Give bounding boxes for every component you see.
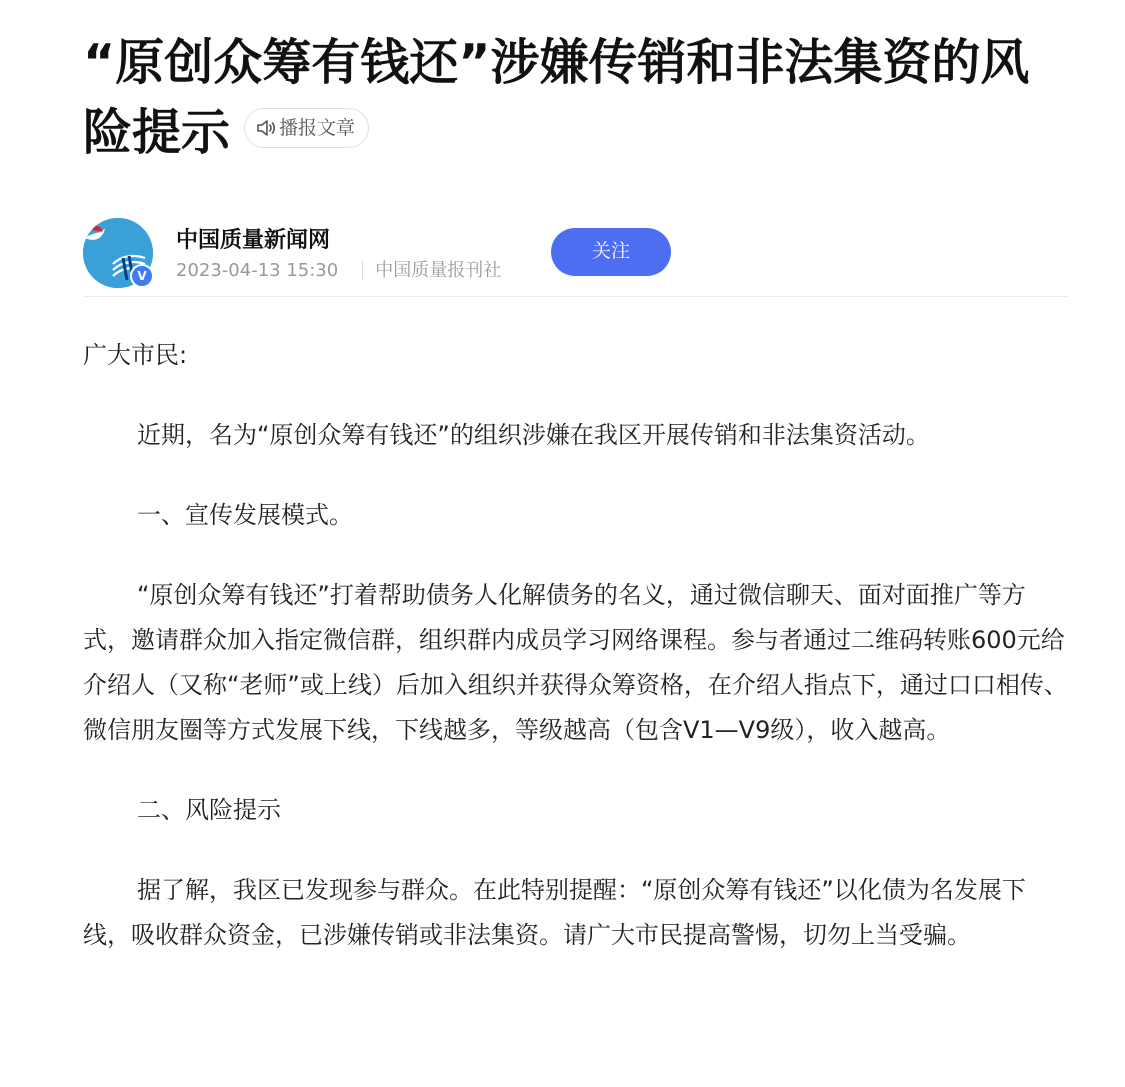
author-avatar[interactable] xyxy=(83,218,153,288)
publish-source: 中国质量报刊社 xyxy=(375,260,502,281)
paragraph-intro: 近期，名为“原创众筹有钱还”的组织涉嫌在我区开展传销和非法集资活动。 xyxy=(137,421,930,449)
speaker-icon xyxy=(256,119,276,137)
article-title-text: “原创众筹有钱还”涉嫌传销和非法集资的风险提示 xyxy=(83,34,1030,161)
article xyxy=(83,0,1068,993)
publish-datetime: 2023-04-13 15:30 xyxy=(176,260,339,281)
meta-divider xyxy=(362,260,363,280)
listen-article-button[interactable] xyxy=(244,108,369,148)
article-body xyxy=(83,333,1068,958)
section-heading-1: 一、宣传发展模式。 xyxy=(137,501,353,529)
author-meta xyxy=(176,256,501,282)
section-heading-2: 二、风险提示 xyxy=(137,796,281,824)
verified-badge-icon: V xyxy=(130,264,154,288)
author-bar xyxy=(83,208,1068,297)
listen-article-label: 播报文章 xyxy=(279,116,356,139)
follow-button[interactable]: 关注 xyxy=(551,228,671,276)
paragraph-greeting: 广大市民: xyxy=(83,341,188,369)
paragraph-model: “原创众筹有钱还”打着帮助债务人化解债务的名义，通过微信聊天、面对面推广等方式，邀请群众加入指定微信群，组织群内成员学习网络课程。参与者通过二维码转账600元给介绍人（又称“老师”或上线）后加入组织并获得众筹资格，在介绍人指点下，通过口口相传、微信朋友圈等方式发展下线，下线越多，等级越高（包含V1—V9级），收入越高。 xyxy=(83,581,1068,744)
author-name[interactable]: 中国质量新闻网 xyxy=(176,228,331,253)
paragraph-warning: 据了解，我区已发现参与群众。在此特别提醒：“原创众筹有钱还”以化债为名发展下线，吸收群众资金，已涉嫌传销或非法集资。请广大市民提高警惕，切勿上当受骗。 xyxy=(83,876,1026,949)
article-title xyxy=(83,0,1068,168)
